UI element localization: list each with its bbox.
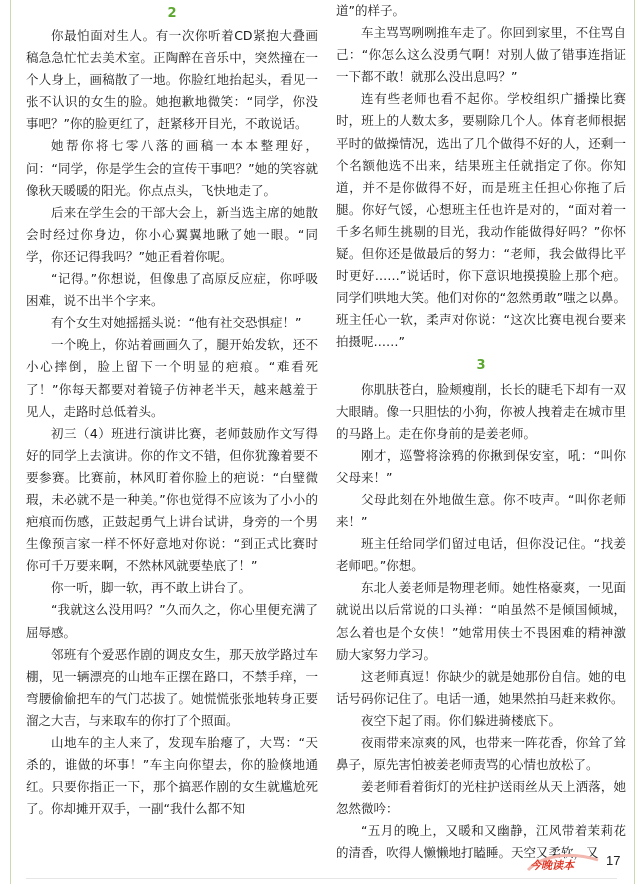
paragraph: 你最怕面对生人。有一次你听着CD紧抱大叠画稿急急忙忙去美术室。正陶醉在音乐中，突然撞在一个人身上，画稿散了一地。你脸红地抬起头，看见一张不认识的女生的脸。她抱歉地微笑：“同学，你没事吧？”你的脸更红了，赶紧移开目光，不敢说话。 — [26, 28, 318, 132]
left-column — [26, 0, 318, 820]
paragraph: 一个晚上，你站着画画久了，腿开始发软，还不小心摔倒，脸上留下一个明显的疤痕。“难看死了！”你每天都要对着镜子仿神老半天，越来越羞于见人，走路时总低着头。 — [26, 337, 318, 419]
paragraph: 初三（4）班进行演讲比赛，老师鼓励作文写得好的同学上去演讲。你的作文不错，但你犹豫着要不要参赛。比赛前，林风盯着你脸上的疤说：“白璧微瑕，未必就不是一种美。”你也觉得不应该为了小小的疤痕而伤感，正鼓起勇气上讲台试讲，身旁的一个男生像预言家一样不怀好意地对你说：“到正式比赛时你可千万要来啊，不然林风就要垫底了！” — [26, 425, 318, 574]
paragraph: “记得。”你想说，但像患了高原反应症，你呼吸困难，说不出半个字来。 — [26, 271, 318, 309]
right-paragraphs-b — [336, 379, 626, 865]
paragraph: 有个女生对她摇摇头说：“他有社交恐惧症！” — [51, 315, 302, 331]
continuation-paragraph: 道”的样子。 — [336, 3, 405, 18]
publication-logo — [524, 848, 602, 878]
page-number: 17 — [606, 853, 621, 868]
paragraph: 这老师真逗！你缺少的就是她那份自信。她的电话号码你记住了。电话一通，她果然拍马赶来救你。 — [336, 668, 626, 706]
paragraph: 你肌肤苍白，脸颊瘦削，长长的睫毛下却有一双大眼睛。像一只胆怯的小狗，你被人拽着走在城市里的马路上。走在你身前的是姜老师。 — [336, 381, 626, 441]
paragraph: 连有些老师也看不起你。学校组织广播操比赛时，班上的人数太多，要剔除几个人。体育老师根据平时的做操情况，选出了几个做得不好的人，还剩一个名额他选不出来，结果班主任就指定了你。你知道，并不是你做得不好，而是班主任担心你拖了后腿。你好气馁，心想班主任也许是对的，“面对着一千多名师生挑剔的目光，我动作能做得好吗？”你怀疑。但你还是做最后的努力：“老师，我会做得比平时更好……”说话时，你下意识地摸摸脸上那个疤。同学们哄地大笑。他们对你的“忽然勇敢”嗤之以鼻。班主任心一软，柔声对你说：“这次比赛电视台要来拍摄呢……” — [336, 91, 626, 350]
paragraph: 父母此刻在外地做生意。你不吱声。“叫你老师来！” — [336, 491, 626, 530]
right-column — [336, 0, 626, 865]
section-number-2: 2 — [167, 6, 177, 21]
paragraph: 班主任给同学们留过电话，但你没记住。“找姜老师吧。”你想。 — [336, 536, 626, 574]
paragraph: 她帮你将七零八落的画稿一本本整理好，问：“同学，你是学生会的宣传干事吧？”她的笑容就像秋天暖暖的阳光。你点点头，飞快地走了。 — [26, 138, 318, 198]
right-paragraphs-a — [336, 22, 626, 353]
section-number-3: 3 — [476, 357, 486, 373]
paragraph: 车主骂骂咧咧推车走了。你回到家里，不住骂自己：“你怎么这么没勇气啊！对别人做了错事连指证一下都不敢！就那么没出息吗？” — [336, 25, 626, 85]
paragraph: 东北人姜老师是物理老师。她性格豪爽，一见面就说出以后常说的口头禅：“咱虽然不是倾国倾城，怎么着也是个女侠！”她常用侠士不畏困难的精神激励大家努力学习。 — [336, 580, 626, 662]
paragraph: 后来在学生会的干部大会上，新当选主席的她散会时经过你身边，你小心翼翼地瞅了她一眼。“同学，你还记得我吗？”她正看着你呢。 — [26, 204, 318, 264]
paragraph: 你一听，脚一软，再不敢上讲台了。 — [51, 580, 252, 596]
logo-text: 今晚读本 — [530, 859, 574, 872]
right-margin-rule — [634, 0, 643, 884]
paragraph: 邻班有个爱恶作剧的调皮女生，那天放学路过车棚，见一辆漂亮的山地车正摆在路口，不禁手痒，一弯腰偷偷把车的气门芯拔了。她慌慌张张地转身正要溜之大吉，与来取车的你打了个照面。 — [26, 646, 318, 728]
paragraph: 姜老师看着街灯的光柱护送雨丝从天上洒落，她忽然微吟： — [336, 779, 626, 817]
paragraph: 山地车的主人来了，发现车胎瘪了，大骂：“天杀的，谁做的坏事！”车主向你望去，你的脸倏地通红。只要你指正一下，那个搞恶作剧的女生就尴尬死了。你却摊开双手，一副“我什么都不知 — [26, 735, 318, 817]
left-paragraphs — [26, 25, 318, 820]
footer-rule — [26, 878, 617, 879]
paragraph: 夜雨带来凉爽的风，也带来一阵花香，你耸了耸鼻子，原先害怕被姜老师责骂的心情也放松了。 — [336, 735, 626, 773]
paragraph: 刚才，巡警将涂鸦的你揪到保安室，吼：“叫你父母来！” — [336, 447, 626, 485]
paragraph: 夜空下起了雨。你们躲进骑楼底下。 — [361, 712, 562, 728]
paragraph: “五月的晚上，又暖和又幽静，江风带着茉莉花的清香，吹得人懒懒地打瞌睡。天空又柔软，又 — [336, 823, 626, 861]
left-margin-rule — [0, 0, 11, 884]
paragraph: “我就这么没用吗？”久而久之，你心里便充满了屈辱感。 — [26, 602, 318, 640]
